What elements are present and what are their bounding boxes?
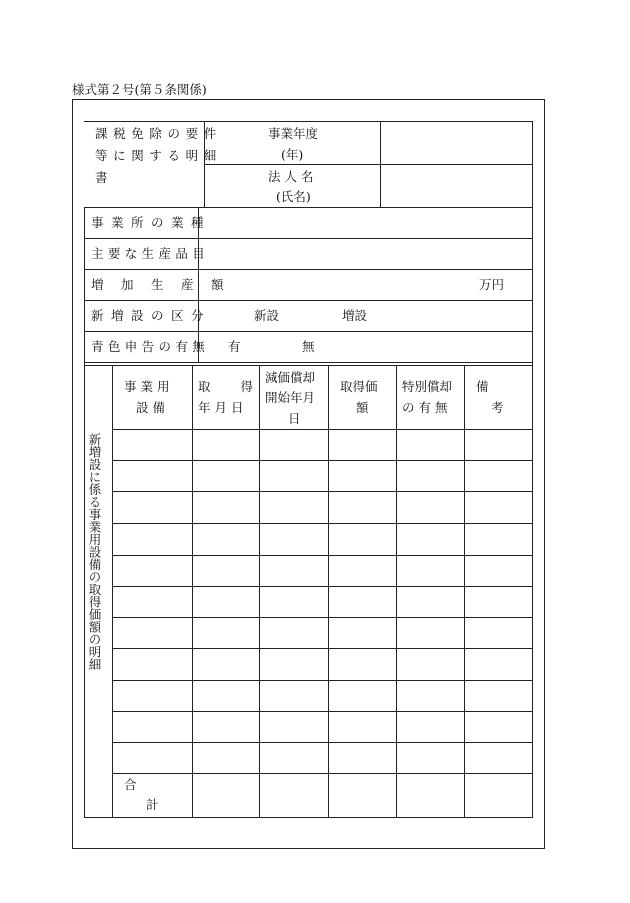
col-acquisition-price-line1: 取得価: [340, 379, 378, 394]
col-depreciation-start-line2: 開始年月: [265, 390, 316, 405]
new-establishment-option[interactable]: 新設: [254, 308, 280, 323]
main-products-label: 主要な生産品目: [91, 246, 210, 261]
new-or-expansion-label: 新増設の区分: [91, 308, 212, 323]
col-acquisition-price-line2: 額: [356, 400, 369, 415]
fiscal-year-label: 事業年度: [268, 126, 319, 141]
production-increase-unit: 万円: [479, 277, 505, 292]
col-special-depreciation-line1: 特別償却: [402, 379, 453, 394]
col-acquisition-date-line2: 年 月 日: [198, 400, 244, 415]
blue-return-no-option[interactable]: 無: [302, 339, 315, 354]
total-label-line1: 合: [124, 777, 137, 792]
total-label-line2: 計: [146, 797, 159, 812]
col-depreciation-start-line3: 日: [288, 411, 301, 426]
blue-return-yes-option[interactable]: 有: [228, 339, 241, 354]
col-remarks-line2: 考: [491, 400, 504, 415]
col-special-depreciation-line2: の 有 無: [402, 400, 448, 415]
col-depreciation-start-line1: 減価償却: [265, 370, 316, 385]
col-equipment-line1: 事 業 用: [124, 379, 170, 394]
col-acquisition-date-line1: 取 得: [198, 379, 253, 394]
col-equipment-line2: 設 備: [136, 400, 165, 415]
form-title-line1: 課税免除の要件: [95, 126, 222, 141]
form-title-line2: 等に関する明細: [95, 148, 222, 163]
blue-return-label: 青色申告の有無: [91, 339, 210, 354]
detail-side-label: 新増設に係る事業用設備の取得価額の明細: [87, 433, 102, 671]
corporation-name-sublabel: (氏名): [276, 189, 311, 204]
form-title-line3: 書: [95, 170, 108, 185]
corporation-name-label: 法 人 名: [268, 169, 314, 184]
col-remarks-line1: 備: [476, 379, 489, 394]
form-number-label: 様式第２号(第５条関係): [72, 82, 207, 97]
fiscal-year-sublabel: (年): [281, 147, 304, 162]
expansion-option[interactable]: 増設: [342, 308, 368, 323]
business-type-label: 事業所の業種: [91, 215, 212, 230]
production-increase-label: 増加生産額: [91, 277, 242, 292]
form-frame: [72, 99, 545, 849]
